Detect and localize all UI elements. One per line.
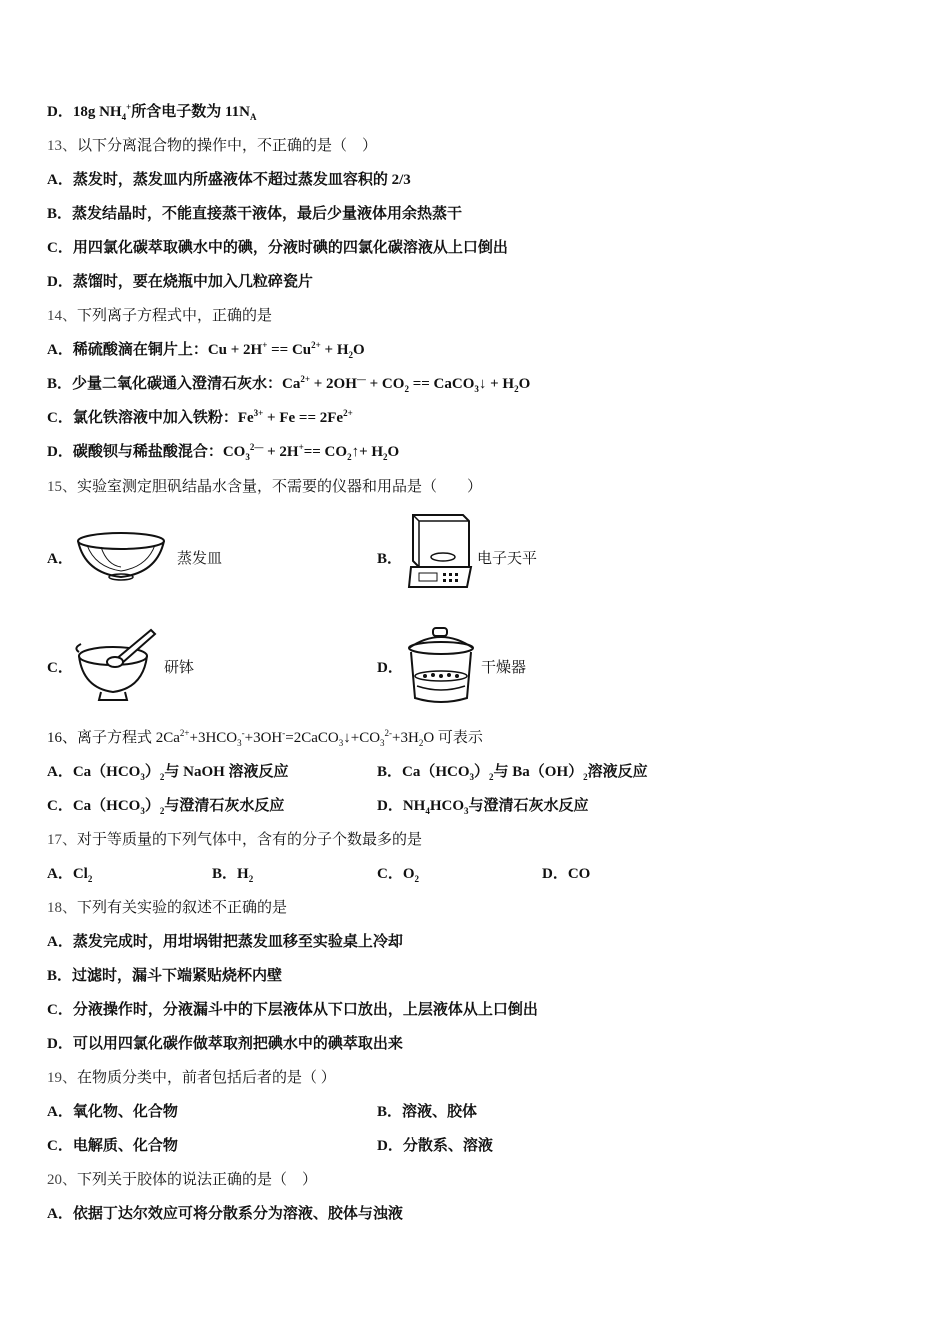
text-run: ） [144, 798, 160, 814]
text-run: D．分散系、溶液 [377, 1138, 493, 1154]
text-run: B．蒸发结晶时，不能直接蒸干液体，最后少量液体用余热蒸干 [47, 206, 463, 222]
text-run: A．蒸发完成时，用坩埚钳把蒸发皿移至实验桌上冷却 [47, 934, 403, 950]
q18-option-d [47, 1033, 403, 1055]
desiccator-icon [405, 626, 477, 706]
subscript: 2 [87, 874, 93, 884]
subscript: 2 [383, 452, 388, 462]
q16-options-row-1 [47, 761, 907, 783]
q14-option-b [47, 373, 530, 395]
text-run: ↓ + H [478, 376, 515, 392]
subscript: 3 [464, 806, 469, 816]
question-15 [47, 476, 482, 498]
text-run: == CO [303, 444, 348, 460]
text-run: ） [144, 764, 160, 780]
option-letter: B． [377, 551, 403, 567]
q20-option-a [47, 1203, 403, 1225]
text-run: == CaCO [408, 376, 475, 392]
superscript: 2+ [179, 728, 190, 738]
mortar-pestle-icon [75, 624, 160, 704]
text-run: + 2OH [309, 376, 357, 392]
text-run: D．蒸馏时，要在烧瓶中加入几粒碎瓷片 [47, 274, 313, 290]
question-number: 14、 [47, 308, 78, 324]
text-run: A．氧化物、化合物 [47, 1104, 178, 1120]
q13-option-b [47, 203, 462, 225]
text-run: 与澄清石灰水反应 [468, 798, 589, 814]
question-13 [47, 135, 377, 157]
q13-option-a [47, 169, 411, 191]
question-14 [47, 305, 272, 327]
question-number: 19、 [47, 1070, 78, 1086]
text-run: B．H [212, 866, 249, 882]
question-20 [47, 1169, 317, 1191]
text-run: 与 NaOH 溶液反应 [164, 764, 289, 780]
q19-options-row-2 [47, 1135, 907, 1157]
question-text: 实验室测定胆矾结晶水含量，不需要的仪器和用品是（ ） [77, 479, 483, 495]
q17-option-a [47, 863, 92, 885]
subscript: 2 [248, 874, 254, 884]
superscript: — [356, 374, 366, 384]
text-run: A．依据丁达尔效应可将分散系分为溶液、胶体与浊液 [47, 1206, 403, 1222]
text-run: + 2H [263, 444, 299, 460]
subscript: 3 [237, 738, 242, 748]
text-run: 所含电子数为 11N [131, 104, 250, 120]
subscript: 3 [474, 384, 479, 394]
subscript: 3 [469, 772, 475, 782]
text-run: ） [474, 764, 490, 780]
text-run: C．氯化铁溶液中加入铁粉：Fe [47, 410, 254, 426]
q17-option-d [542, 863, 590, 885]
option-letter: A． [47, 551, 73, 567]
text-run: D．18g NH [47, 104, 122, 120]
q19-option-b [377, 1101, 477, 1123]
option-name: 干燥器 [481, 660, 527, 676]
superscript: 2— [249, 442, 264, 452]
question-number: 15、 [47, 479, 78, 495]
text-run: D．可以用四氯化碳作做萃取剂把碘水中的碘萃取出来 [47, 1036, 403, 1052]
subscript: 2 [159, 806, 165, 816]
subscript: 3 [245, 452, 250, 462]
text-run: 16、离子方程式 2Ca [47, 730, 180, 746]
question-number: 20、 [47, 1172, 78, 1188]
q14-option-a [47, 339, 365, 361]
subscript: 3 [380, 738, 385, 748]
question-17 [47, 829, 422, 851]
question-number: 17、 [47, 832, 78, 848]
question-number: 18、 [47, 900, 78, 916]
superscript: 3+ [253, 408, 264, 418]
subscript: 2 [583, 772, 588, 782]
q19-option-d [377, 1135, 493, 1157]
q19-options-row-1 [47, 1101, 907, 1123]
superscript: 2+ [311, 340, 321, 350]
q17-option-b [212, 863, 253, 885]
text-run: == Cu [267, 342, 312, 358]
subscript: 2 [347, 452, 352, 462]
superscript: 2+ [300, 374, 310, 384]
q14-option-d [47, 441, 399, 463]
text-run: + Fe == 2Fe [263, 410, 344, 426]
subscript: 3 [140, 806, 145, 816]
q16-options-row-2 [47, 795, 907, 817]
text-run: 溶液反应 [587, 764, 648, 780]
text-run: +3OH [244, 730, 283, 746]
text-run: A．Cl [47, 866, 88, 882]
subscript: A [250, 112, 257, 122]
q15-option-c [47, 622, 347, 712]
text-run: A．蒸发时，蒸发皿内所盛液体不超过蒸发皿容积的 2/3 [47, 172, 411, 188]
subscript: 2 [404, 384, 409, 394]
subscript: 4 [121, 112, 127, 122]
question-19 [47, 1067, 336, 1089]
option-letter: C． [47, 660, 73, 676]
evaporating-dish-icon [75, 531, 167, 581]
text-run: D．碳酸钡与稀盐酸混合：CO [47, 444, 246, 460]
subscript: 2 [514, 384, 519, 394]
text-run: 与澄清石灰水反应 [164, 798, 285, 814]
subscript: 2 [414, 874, 420, 884]
superscript: + [262, 340, 268, 350]
q15-option-d [377, 622, 677, 712]
option-name: 电子天平 [477, 551, 538, 567]
text-run: HCO [429, 798, 465, 814]
question-text: 在物质分类中，前者包括后者的是（ ） [77, 1070, 336, 1086]
text-run: C．Ca（HCO [47, 798, 141, 814]
question-18 [47, 897, 287, 919]
text-run: O 可表示 [423, 730, 483, 746]
text-run: C．分液操作时，分液漏斗中的下层液体从下口放出，上层液体从上口倒出 [47, 1002, 538, 1018]
q18-option-a [47, 931, 403, 953]
subscript: 4 [425, 806, 430, 816]
subscript: 2 [418, 738, 424, 748]
subscript: 2 [159, 772, 165, 782]
superscript: 2+ [343, 408, 353, 418]
q12-option-d [47, 101, 257, 123]
q14-option-c [47, 407, 353, 429]
text-run: 与 Ba（OH） [493, 764, 584, 780]
subscript: 3 [140, 772, 145, 782]
q18-option-c [47, 999, 538, 1021]
text-run: =2CaCO [285, 730, 339, 746]
q16-option-a [47, 761, 289, 783]
text-run: D．CO [542, 866, 591, 882]
q19-option-c [47, 1135, 178, 1157]
subscript: 2 [348, 350, 354, 360]
q15-option-b [377, 513, 677, 603]
option-letter: D． [377, 660, 403, 676]
text-run: C．O [377, 866, 415, 882]
q13-option-c [47, 237, 508, 259]
text-run: +3HCO [189, 730, 238, 746]
text-run: + CO [365, 376, 405, 392]
q16-option-b [377, 761, 648, 783]
q13-option-d [47, 271, 313, 293]
q19-option-a [47, 1101, 178, 1123]
q16-option-c [47, 795, 284, 817]
subscript: 3 [338, 738, 344, 748]
text-run: C．用四氯化碳萃取碘水中的碘，分液时碘的四氯化碳溶液从上口倒出 [47, 240, 508, 256]
superscript: - [282, 728, 286, 738]
text-run: C．电解质、化合物 [47, 1138, 178, 1154]
text-run: B．Ca（HCO [377, 764, 470, 780]
superscript: + [298, 442, 304, 452]
text-run: B．溶液、胶体 [377, 1104, 478, 1120]
question-text: 对于等质量的下列气体中，含有的分子个数最多的是 [77, 832, 423, 848]
text-run: +3H [392, 730, 419, 746]
question-number: 13、 [47, 138, 78, 154]
text-run: ↑+ H [351, 444, 384, 460]
text-run: ↓+CO [343, 730, 381, 746]
q17-options-row [47, 863, 907, 885]
electronic-balance-icon [407, 511, 473, 591]
text-run: B．少量二氧化碳通入澄清石灰水：Ca [47, 376, 301, 392]
text-run: O [518, 376, 531, 392]
question-text: 下列有关实验的叙述不正确的是 [77, 900, 288, 916]
question-16 [47, 727, 483, 749]
text-run: B．过滤时，漏斗下端紧贴烧杯内壁 [47, 968, 283, 984]
superscript: 2- [384, 728, 393, 738]
q16-option-d [377, 795, 589, 817]
subscript: 2 [489, 772, 494, 782]
text-run: A．稀硫酸滴在铜片上：Cu + 2H [47, 342, 263, 358]
text-run: O [387, 444, 400, 460]
question-text: 下列关于胶体的说法正确的是（ ） [77, 1172, 318, 1188]
q18-option-b [47, 965, 282, 987]
text-run: O [353, 342, 365, 358]
text-run: + H [320, 342, 349, 358]
option-name: 研钵 [164, 660, 195, 676]
question-text: 以下分离混合物的操作中，不正确的是（ ） [77, 138, 378, 154]
question-text: 下列离子方程式中，正确的是 [77, 308, 273, 324]
superscript: + [126, 102, 132, 112]
q15-option-a [47, 513, 347, 603]
text-run: D．NH [377, 798, 426, 814]
superscript: - [241, 728, 245, 738]
text-run: A．Ca（HCO [47, 764, 141, 780]
option-name: 蒸发皿 [177, 551, 223, 567]
q17-option-c [377, 863, 419, 885]
